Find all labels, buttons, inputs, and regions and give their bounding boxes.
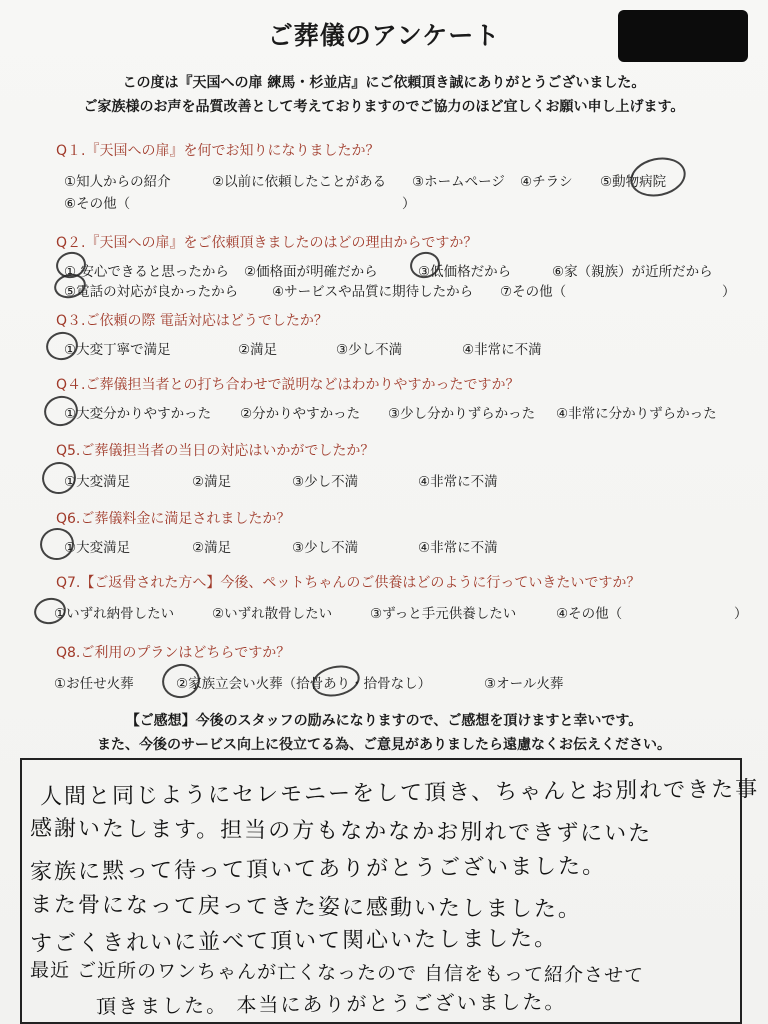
q5-option-1: ①大変満足 — [64, 474, 131, 490]
q2-option-7: ⑦その他（ — [500, 284, 567, 300]
handwriting-line-3: 家族に黙って待って頂いてありがとうございました。 — [29, 853, 607, 886]
page-title: ご葬儀のアンケート — [267, 21, 501, 50]
handwriting-line-5: すごくきれいに並べて頂いて関心いたしました。 — [29, 926, 559, 957]
q2-option-7-close: ） — [722, 284, 736, 300]
q8-option-1: ①お任せ火葬 — [54, 676, 134, 692]
q7-option-1: ①いずれ納骨したい — [54, 606, 175, 622]
feedback-notice-2: また、今後のサービス向上に役立てる為、ご意見がありましたら遠慮なくお伝えください。 — [97, 737, 671, 753]
q7-option-4-close: ） — [734, 606, 748, 622]
question-3: Q３.ご依頼の際 電話対応はどうでしたか？ — [56, 313, 328, 329]
handwriting-line-7: 頂きました。 本当にありがとうございました。 — [95, 989, 567, 1019]
q1-option-6-close: ） — [402, 196, 416, 212]
q7-answer-circle — [32, 595, 69, 627]
handwriting-line-6: 最近 ご近所のワンちゃんが亡くなったので 自信をもって紹介させて — [29, 959, 645, 987]
q3-option-3: ③少し不満 — [336, 342, 403, 358]
q2-option-4: ④サービスや品質に期待したから — [272, 284, 474, 300]
intro-line-1: この度は『天国への扉 練馬・杉並店』にご依頼頂き誠にありがとうございました。 — [122, 75, 646, 91]
q1-option-4: ④チラシ — [520, 174, 573, 190]
question-1: Q１.『天国への扉』を何でお知りになりましたか？ — [56, 143, 380, 159]
question-8: Q8.ご利用のプランはどちらですか？ — [56, 645, 291, 661]
q4-option-3: ③少し分かりずらかった — [388, 406, 536, 422]
q4-answer-circle — [41, 393, 80, 429]
q5-option-4: ④非常に不満 — [418, 474, 498, 490]
q1-option-6: ⑥その他（ — [64, 196, 131, 212]
q7-option-2: ②いずれ散骨したい — [212, 606, 333, 622]
question-7: Q7.【ご返骨された方へ】今後、ペットちゃんのご供養はどのように行っていきたいですか？ — [56, 575, 641, 591]
q5-option-2: ②満足 — [192, 474, 232, 490]
q1-option-1: ①知人からの紹介 — [64, 174, 171, 190]
handwriting-line-1: 人間と同じようにセレモニーをして頂き、ちゃんとお別れできた事 — [39, 777, 760, 810]
q6-option-4: ④非常に不満 — [418, 540, 498, 556]
q1-option-5: ⑤動物病院 — [600, 174, 667, 190]
q7-option-3: ③ずっと手元供養したい — [370, 606, 517, 622]
q3-option-4: ④非常に不満 — [462, 342, 542, 358]
feedback-notice-1: 【ご感想】今後のスタッフの励みになりますので、ご感想を頂けますと幸いです。 — [125, 713, 643, 729]
q2-option-3: ③低価格だから — [418, 264, 512, 280]
q1-answer-circle — [627, 153, 690, 202]
handwriting-line-2: 感謝いたします。担当の方もなかなかお別れできずにいた — [29, 816, 653, 847]
q1-option-2: ②以前に依頼したことがある — [212, 174, 387, 190]
q6-answer-circle — [37, 525, 77, 563]
q8-answer-circle — [159, 660, 203, 701]
q4-option-4: ④非常に分かりずらかった — [556, 406, 717, 422]
q6-option-2: ②満足 — [192, 540, 232, 556]
question-2: Q２.『天国への扉』をご依頼頂きましたのはどの理由からですか？ — [56, 235, 478, 251]
q6-option-1: ①大変満足 — [64, 540, 131, 556]
q7-option-4: ④その他（ — [556, 606, 623, 622]
q1-option-3: ③ホームページ — [412, 174, 505, 190]
q6-option-3: ③少し不満 — [292, 540, 359, 556]
q4-option-2: ②分かりやすかった — [240, 406, 361, 422]
q4-option-1: ①大変分かりやすかった — [64, 406, 212, 422]
question-5: Q5.ご葬儀担当者の当日の対応はいかがでしたか？ — [56, 443, 375, 459]
q8-option-2: ②家族立会い火葬（拾骨あり・拾骨なし） — [176, 676, 432, 692]
question-6: Q6.ご葬儀料金に満足されましたか？ — [56, 511, 291, 527]
q5-answer-circle — [39, 459, 79, 497]
q3-option-2: ②満足 — [238, 342, 278, 358]
q2-option-6: ⑥家（親族）が近所だから — [552, 264, 713, 280]
q2-option-1: ① 安心できると思ったから — [64, 264, 229, 280]
q2-option-2: ②価格面が明確だから — [244, 264, 378, 280]
q8-option-3: ③オール火葬 — [484, 676, 564, 692]
q5-option-3: ③少し不満 — [292, 474, 359, 490]
q8-subanswer-circle — [309, 661, 362, 700]
redacted-name-block — [618, 10, 748, 62]
intro-line-2: ご家族様のお声を品質改善として考えておりますのでご協力のほど宜しくお願い申し上げます。 — [83, 99, 685, 115]
q2-option-5: ⑤電話の対応が良かったから — [64, 284, 239, 300]
q3-option-1: ①大変丁寧で満足 — [64, 342, 171, 358]
handwriting-line-4: また骨になって戻ってきた姿に感動いたしました。 — [29, 892, 583, 923]
question-4: Q４.ご葬儀担当者との打ち合わせで説明などはわかりやすかったですか？ — [56, 377, 520, 393]
